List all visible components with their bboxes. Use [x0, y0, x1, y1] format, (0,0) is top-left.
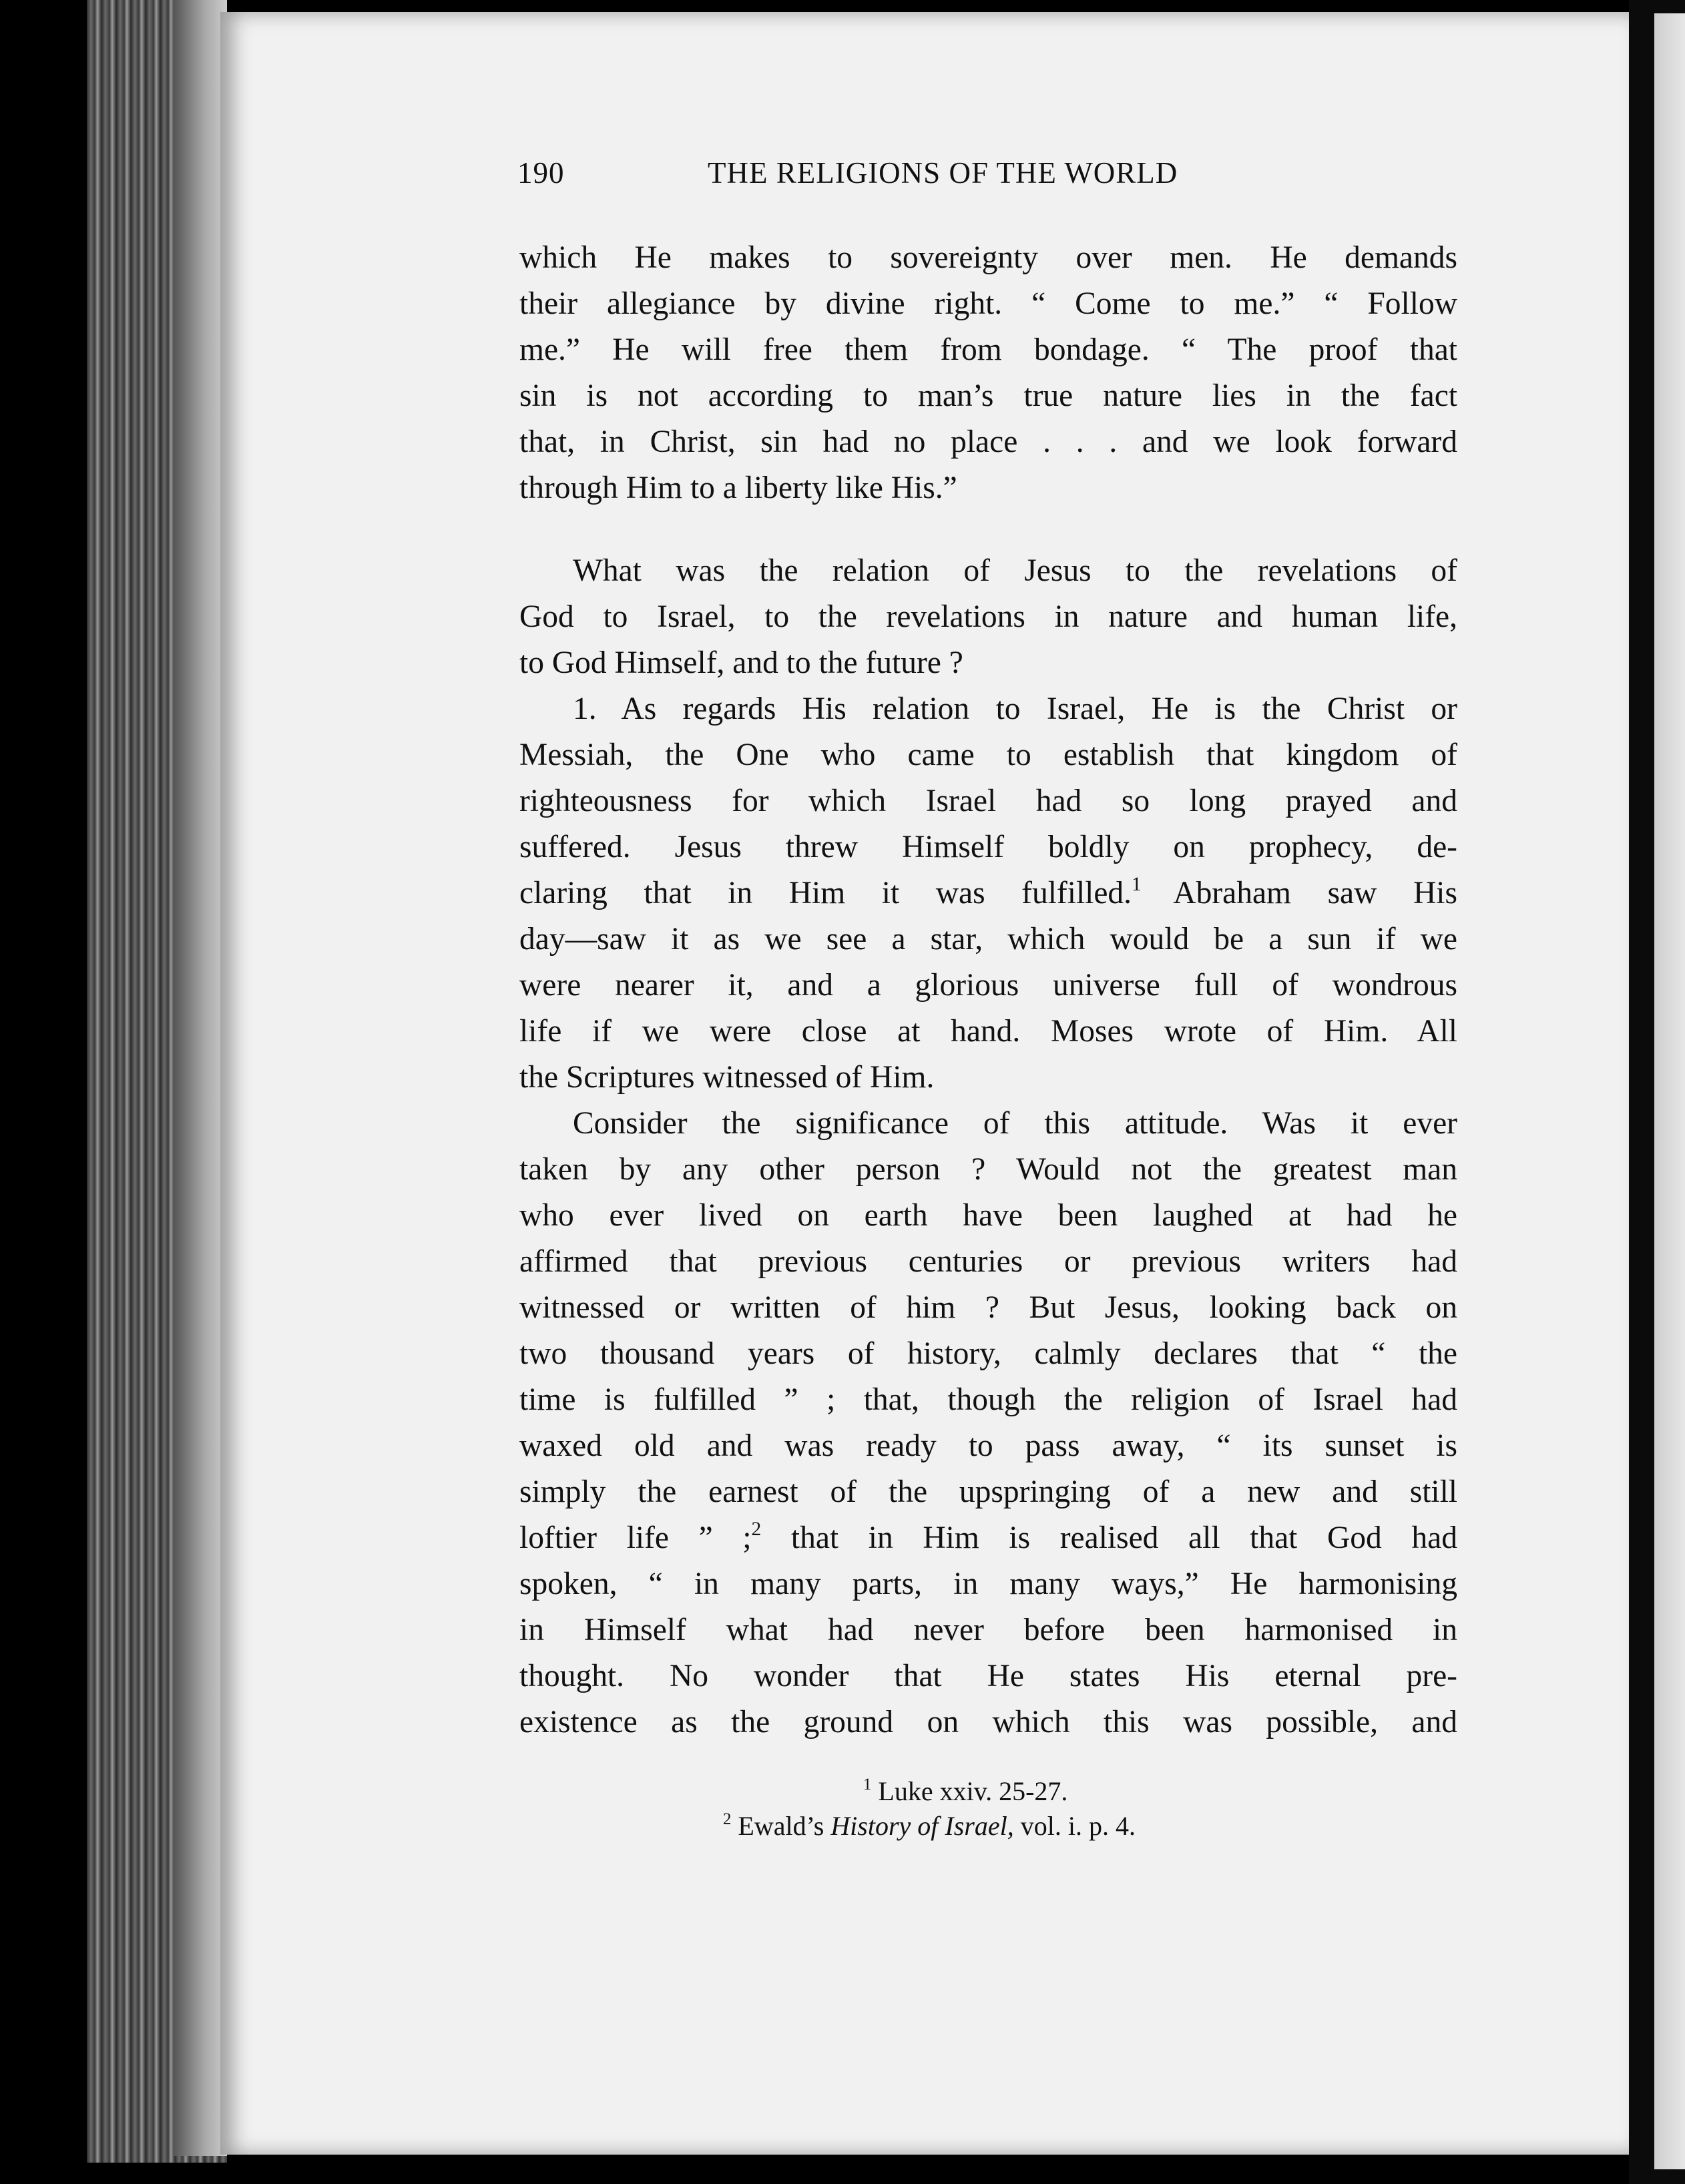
footnote-mark: 1 — [1132, 873, 1142, 895]
text-line: the Scriptures witnessed of Him. — [519, 1060, 935, 1095]
text-line: What was the relation of Jesus to the revelations of — [573, 553, 1457, 588]
text-line: Messiah, the One who came to establish that kingdom of — [519, 738, 1457, 772]
text-line: through Him to a liberty like His.” — [519, 471, 957, 505]
text-line: their allegiance by divine right. “ Come to me.” “ Follow — [519, 286, 1457, 321]
footnote-text: Ewald’s — [738, 1811, 831, 1841]
text-line: in Himself what had never before been harmonised in — [519, 1613, 1457, 1647]
text-line: thought. No wonder that He states His eternal pre- — [519, 1659, 1457, 1693]
page-gutter-shadow — [174, 0, 227, 2156]
footnote-book-title: History of Israel, — [830, 1811, 1014, 1841]
text-line: life if we were close at hand. Moses wrote of Him. All — [519, 1014, 1457, 1049]
text-line: day—saw it as we see a star, which would be a sun if we — [519, 922, 1457, 957]
text-line: 1. As regards His relation to Israel, He is the Christ or — [573, 692, 1457, 726]
text-segment: loftier life ” ; — [519, 1521, 752, 1555]
text-line: existence as the ground on which this was possible, and — [519, 1705, 1457, 1739]
footnotes — [519, 1774, 1457, 1844]
text-line: spoken, “ in many parts, in many ways,” He harmonising — [519, 1567, 1457, 1601]
body-text — [519, 235, 1457, 1745]
footnote-number: 2 — [723, 1810, 732, 1828]
text-line: me.” He will free them from bondage. “ The proof that — [519, 332, 1457, 367]
footnote — [519, 1809, 1457, 1844]
text-line: God to Israel, to the revelations in nature and human life, — [519, 599, 1457, 634]
text-line: were nearer it, and a glorious universe full of wondrous — [519, 968, 1457, 1003]
text-line-with-footnote — [519, 1515, 1457, 1561]
text-line: time is fulfilled ” ; that, though the religion of Israel had — [519, 1382, 1457, 1417]
text-line: to God Himself, and to the future ? — [519, 645, 963, 680]
text-line: who ever lived on earth have been laughed at had he — [519, 1198, 1457, 1233]
next-page-sliver — [1654, 13, 1685, 2169]
text-line: sin is not according to man’s true nature lies in the fact — [519, 378, 1457, 413]
text-line: Consider the significance of this attitude. Was it ever — [573, 1106, 1457, 1141]
text-line: simply the earnest of the upspringing of a new and still — [519, 1474, 1457, 1509]
text-segment: Abraham saw His — [1173, 876, 1457, 910]
footnote-text: vol. i. p. 4. — [1013, 1811, 1136, 1841]
footnote-number: 1 — [863, 1775, 872, 1794]
paragraph-gap — [519, 511, 1457, 548]
text-line: two thousand years of history, calmly declares that “ the — [519, 1336, 1457, 1371]
text-line: that, in Christ, sin had no place . . . and we look forward — [519, 425, 1457, 459]
text-line-with-footnote — [519, 870, 1457, 916]
text-line: waxed old and was ready to pass away, “ its sunset is — [519, 1428, 1457, 1463]
running-head — [517, 156, 1265, 196]
text-line: which He makes to sovereignty over men. He demands — [519, 240, 1457, 275]
text-segment: that in Him is realised all that God had — [790, 1521, 1458, 1555]
text-line: suffered. Jesus threw Himself boldly on prophecy, de- — [519, 830, 1457, 864]
text-line: affirmed that previous centuries or previous writers had — [519, 1244, 1457, 1279]
text-line: taken by any other person ? Would not the greatest man — [519, 1152, 1457, 1187]
footnote — [519, 1774, 1457, 1809]
footnote-mark: 2 — [751, 1518, 762, 1540]
page-number: 190 — [517, 156, 565, 190]
text-line: witnessed or written of him ? But Jesus, looking back on — [519, 1290, 1457, 1325]
text-segment: claring that in Him it was fulfilled. — [519, 876, 1132, 910]
footnote-text: Luke xxiv. 25-27. — [878, 1776, 1068, 1806]
running-head-title: THE RELIGIONS OF THE WORLD — [708, 156, 1178, 190]
text-line: righteousness for which Israel had so long prayed and — [519, 784, 1457, 818]
